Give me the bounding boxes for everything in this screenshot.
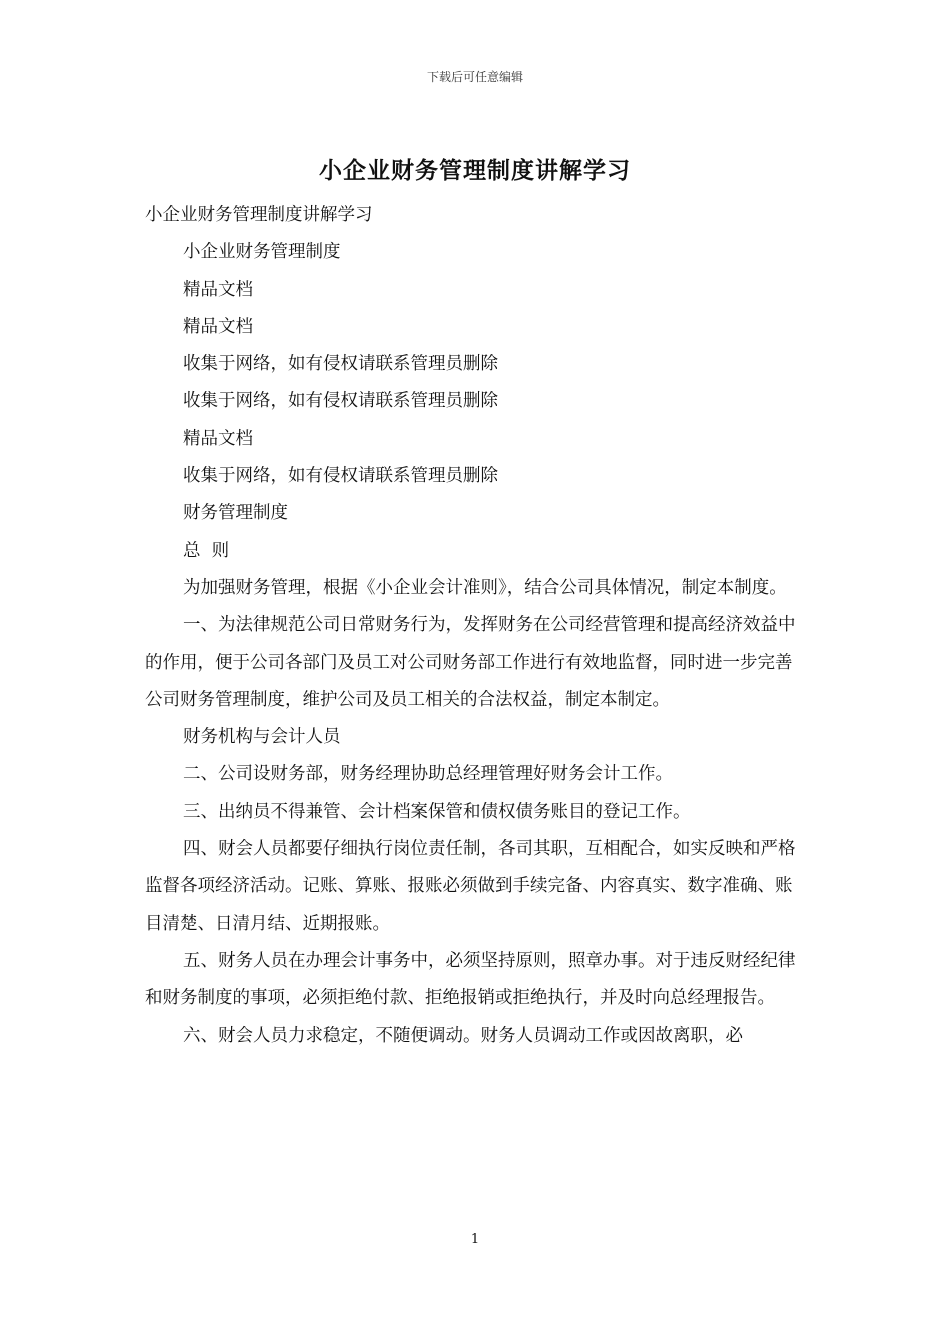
paragraph: 五、财务人员在办理会计事务中，必须坚持原则，照章办事。对于违反财经纪律和财务制度的事项，必须拒绝付款、拒绝报销或拒绝执行，并及时向总经理报告。: [145, 950, 796, 1009]
paragraph: 收集于网络，如有侵权请联系管理员删除: [183, 466, 498, 487]
paragraph: 小企业财务管理制度: [183, 242, 341, 263]
paragraph: 收集于网络，如有侵权请联系管理员删除: [183, 354, 498, 375]
paragraph: 为加强财务管理，根据《小企业会计准则》，结合公司具体情况，制定本制度。: [183, 577, 787, 598]
paragraph: 一、为法律规范公司日常财务行为，发挥财务在公司经营管理和提高经济效益中的作用，便于公司各部门及员工对公司财务部工作进行有效地监督，同时进一步完善公司财务管理制度，维护公司及员工相关的合法权益，制定本制定。: [145, 615, 796, 710]
paragraph: 精品文档: [183, 428, 253, 449]
paragraph: 二、公司设财务部，财务经理协助总经理管理好财务会计工作。: [183, 764, 673, 785]
page-number: 1: [470, 1232, 480, 1247]
paragraph: 六、财会人员力求稳定，不随便调动。财务人员调动工作或因故离职，必: [183, 1025, 743, 1046]
header-note: 下载后可任意编辑: [426, 70, 523, 84]
document-title: 小企业财务管理制度讲解学习: [319, 157, 631, 184]
section-heading: 财务机构与会计人员: [183, 727, 341, 748]
subtitle: 小企业财务管理制度讲解学习: [145, 205, 373, 225]
paragraph: 财务管理制度: [183, 503, 288, 524]
paragraph: 精品文档: [183, 279, 253, 300]
paragraph: 四、财会人员都要仔细执行岗位责任制，各司其职，互相配合，如实反映和严格监督各项经济活动。记账、算账、报账必须做到手续完备、内容真实、数字准确、账目清楚、日清月结、近期报账。: [145, 839, 796, 934]
paragraph: 三、出纳员不得兼管、会计档案保管和债权债务账目的登记工作。: [183, 801, 691, 822]
paragraph: 收集于网络，如有侵权请联系管理员删除: [183, 391, 498, 412]
document-body: [145, 197, 805, 1055]
section-heading: 总 则: [183, 540, 230, 561]
paragraph: 精品文档: [183, 316, 253, 337]
